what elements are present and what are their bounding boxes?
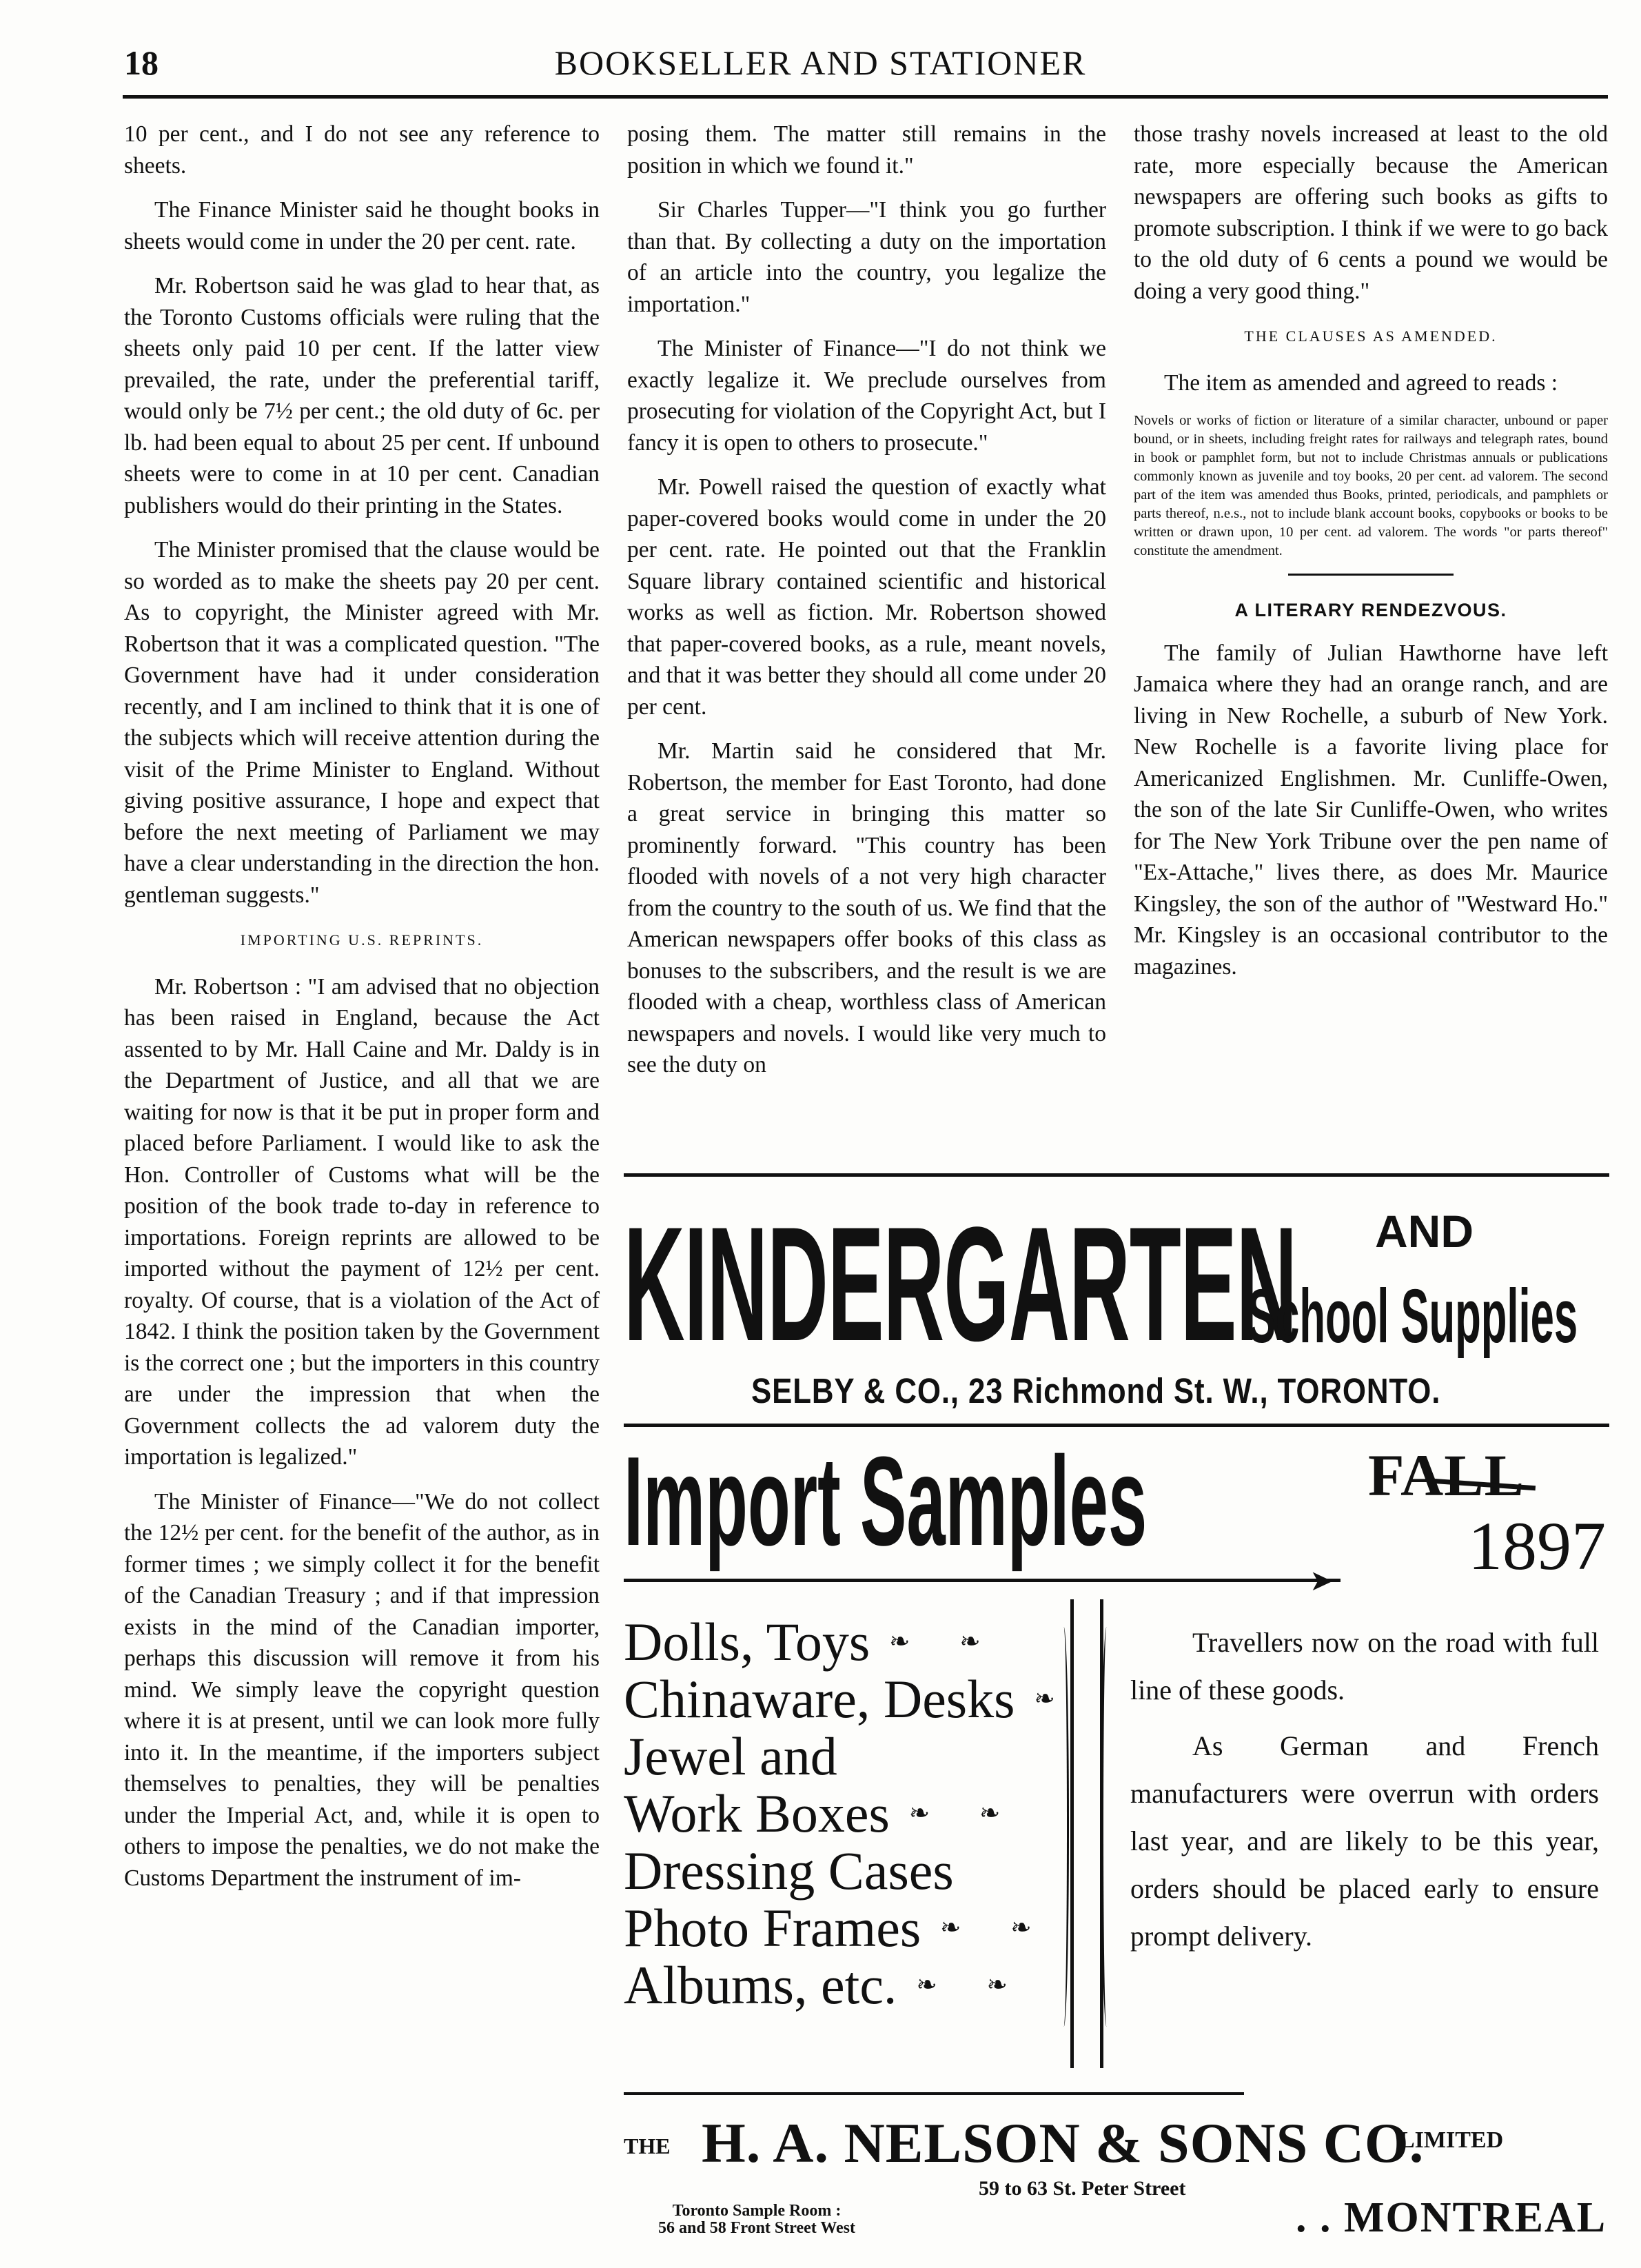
paragraph: those trashy novels increased at least to the old rate, more especially because the American newspapers are offering such books as gifts to promote subscription. I think if we were to go back to the old duty of 6 cents a pound we would be doing a very good thing." <box>1134 121 1608 304</box>
goods-item-label: Work Boxes <box>624 1783 890 1843</box>
section-subhead: IMPORTING U.S. REPRINTS. <box>240 931 484 949</box>
arrow-rule <box>624 1579 1341 1582</box>
import-samples-title: Import Samples <box>624 1430 1148 1572</box>
fleuron-icon: ❧ <box>916 1971 937 1999</box>
section-subhead: THE CLAUSES AS AMENDED. <box>1244 327 1498 345</box>
ad-divider-rule <box>624 1424 1609 1427</box>
column-3 <box>1134 119 1608 995</box>
company-name: H. A. NELSON & SONS CO. <box>702 2112 1425 2174</box>
goods-item-label: Chinaware, Desks <box>624 1669 1015 1729</box>
paragraph: As German and French manufacturers were overrun with orders last year, and are likely to be this year, orders should be placed early to ensure prompt delivery. <box>1130 1730 1599 1952</box>
goods-item <box>624 1899 1065 1956</box>
kindergarten-ad-title: KINDERGARTEN <box>624 1193 1297 1375</box>
double-vertical-rule <box>1070 1599 1103 2068</box>
company-city: . . MONTREAL <box>1296 2194 1607 2241</box>
sample-room-street: 56 and 58 Front Street West <box>658 2219 855 2237</box>
paragraph: The item as amended and agreed to reads : <box>1164 369 1558 396</box>
paragraph: Sir Charles Tupper—"I think you go further than that. By collecting a duty on the importation of an article into the country, you legalize the importation." <box>627 197 1106 317</box>
paragraph: Mr. Robertson said he was glad to hear that, as the Toronto Customs officials were ruling that the sheets only paid 10 per cent. If the latter view prevailed, the rate, under the preferential tariff, would only be 7½ per cent.; the old duty of 6c. per lb. had been equal to about 25 per cent. If unbound sheets were to come in at 10 per cent. Canadian publishers would do their printing in the States. <box>124 273 600 518</box>
ad-bottom-rule <box>624 2092 1244 2095</box>
fleuron-icon: ❧ <box>979 1799 1001 1827</box>
running-head: BOOKSELLER AND STATIONER <box>554 43 1087 82</box>
goods-item-label: Dressing Cases <box>624 1841 954 1901</box>
goods-item <box>624 1956 1065 2014</box>
fleuron-icon: ❧ <box>908 1799 930 1827</box>
bracket-ornament <box>1059 1627 1069 2027</box>
article-heading: A LITERARY RENDEZVOUS. <box>1234 600 1507 620</box>
fleuron-icon: ❧ <box>1034 1685 1055 1713</box>
bracket-ornament <box>1101 1627 1112 2027</box>
paragraph: The Finance Minister said he thought books in sheets would come in under the 20 per cent. rate. <box>124 197 600 254</box>
fleuron-icon: ❧ <box>889 1628 910 1656</box>
goods-item <box>624 1842 1065 1899</box>
goods-item <box>624 1785 1065 1842</box>
paragraph: Mr. Powell raised the question of exactly what paper-covered books would come in under the 20 per cent. rate. He pointed out that the Franklin Square library contained scientific and historical works as well as fiction. Mr. Robertson showed that paper-covered books, as a rule, meant novels, and that it was better they should all come under 20 per cent. <box>627 474 1106 720</box>
header-rule <box>123 95 1608 99</box>
paragraph: posing them. The matter still remains in the position in which we found it." <box>627 121 1106 179</box>
paragraph: Mr. Martin said he considered that Mr. Robertson, the member for East Toronto, had done a great service in bringing this matter so prominently forward. "This country has been flooded with novels of a not very high character from the country to the south of us. We find that the American newspapers offer books of this class as bonuses to the subscribers, and the result is we are flooded with a cheap, worthless class of American newspapers and novels. I would like very much to see the duty on <box>627 738 1106 1077</box>
kindergarten-ad-and: AND <box>1375 1206 1474 1257</box>
company-street: 59 to 63 St. Peter Street <box>979 2177 1186 2200</box>
arrow-head-icon: ➤ <box>1309 1563 1334 1597</box>
paragraph: The family of Julian Hawthorne have left Jamaica where they had an orange ranch, and are living in New Rochelle, a suburb of New York. New Rochelle is a favorite living place for Americanized Englishmen. Mr. Cunliffe-Owen, the son of the late Sir Cunliffe-Owen, who writes for The New York Tribune over the pen name of "Ex-Attache," lives there, as does Mr. Maurice Kingsley, the son of the author of "Westward Ho." Mr. Kingsley is an occasional contributor to the magazines. <box>1134 640 1608 980</box>
divider-rule <box>1288 574 1454 576</box>
paragraph: Travellers now on the road with full line of these goods. <box>1130 1627 1599 1705</box>
paragraph: Mr. Robertson : "I am advised that no objection has been raised in England, because the Act assented to by Mr. Hall Caine and Mr. Daldy is in the Department of Justice, and all that we are waiting for now is that it be put in proper form and placed before Parliament. I would like to ask the Hon. Controller of Customs what will be the position of the book trade to-day in reference to importations. Foreign reprints are allowed to be imported without the payment of 12½ per cent. royalty. Of course, that is a violation of the Act of 1842. I think the position taken by the Government is the correct one ; but the importers in this country are under the impression that when the Government collects the ad valorem duty the importation is legalized." <box>124 973 600 1470</box>
fleuron-icon: ❧ <box>1010 1914 1032 1942</box>
goods-item <box>624 1728 1065 1785</box>
column-1 <box>124 119 600 1907</box>
page-number: 18 <box>124 43 159 82</box>
paragraph: The Minister promised that the clause would be so worded as to make the sheets pay 20 per cent. As to copyright, the Minister agreed with Mr. Robertson that it was a complicated question. "The Government have had it under consideration recently, and I am inclined to think that it is one of the subjects which will receive attention during the visit of the Prime Minister to England. Without giving positive assurance, I hope and expect that before the next meeting of Parliament we may have a clear understanding in the direction the hon. gentleman suggests." <box>124 537 600 908</box>
company-limited: LIMITED <box>1399 2127 1504 2153</box>
paragraph: The Minister of Finance—"I do not think we exactly legalize it. We preclude ourselves from prosecuting for violation of the Copyright Act, but I fancy it is open to others to prosecute." <box>627 336 1107 456</box>
goods-item-label: Dolls, Toys <box>624 1612 870 1672</box>
goods-item <box>624 1613 1065 1670</box>
paragraph: 10 per cent., and I do not see any reference to sheets. <box>124 121 600 179</box>
fleuron-icon: ❧ <box>986 1971 1008 1999</box>
column-2 <box>627 119 1106 1094</box>
amended-clause-text: Novels or works of fiction or literature of a similar character, unbound or paper bound, or in sheets, including freight rates for railways and telegraph rates, bound in book or pamphlet form, but not to include Christmas annuals or publications commonly known as juvenile and toy books, 20 per cent. ad valorem. The second part of the item was amended thus Books, printed, periodicals, and pamphlets or parts thereof, n.e.s., not to include blank account books, copybooks or books to be written or drawn upon, 10 per cent. ad valorem. The words "or parts thereof" constitute the amendment. <box>1134 413 1608 558</box>
goods-item-label: Jewel and <box>624 1726 837 1786</box>
goods-item-label: Albums, etc. <box>624 1955 897 2015</box>
kindergarten-ad-address: SELBY & CO., 23 Richmond St. W., TORONTO. <box>751 1371 1441 1410</box>
travellers-notice <box>1130 1619 1599 1968</box>
fleuron-icon: ❧ <box>959 1628 981 1656</box>
year-label: 1897 <box>1468 1508 1606 1584</box>
paragraph: The Minister of Finance—"We do not collect the 12½ per cent. for the benefit of the author, as in former times ; we simply collect it for the benefit of the Canadian Treasury ; and if that impression exists in the mind of the Canadian importer, perhaps this discussion will remove it from his mind. We simply leave the copyright question where it is at present, until we can look more fully into it. In the meantime, if the importers subject themselves to penalties, they will be penalties under the Imperial Act, and, while it is open to others to impose the penalties, we do not make the Customs Department the instrument of im- <box>124 1488 600 1891</box>
company-article: THE <box>624 2134 671 2158</box>
fleuron-icon: ❧ <box>940 1914 961 1942</box>
fall-label: FALL <box>1368 1442 1525 1508</box>
ad-top-rule <box>624 1173 1609 1177</box>
goods-list <box>624 1613 1065 2014</box>
goods-item-label: Photo Frames <box>624 1898 921 1958</box>
kindergarten-ad-supplies: School Supplies <box>1247 1274 1578 1359</box>
goods-item <box>624 1670 1065 1728</box>
sample-room-address <box>658 2203 855 2237</box>
sample-room-label: Toronto Sample Room : <box>672 2202 842 2220</box>
